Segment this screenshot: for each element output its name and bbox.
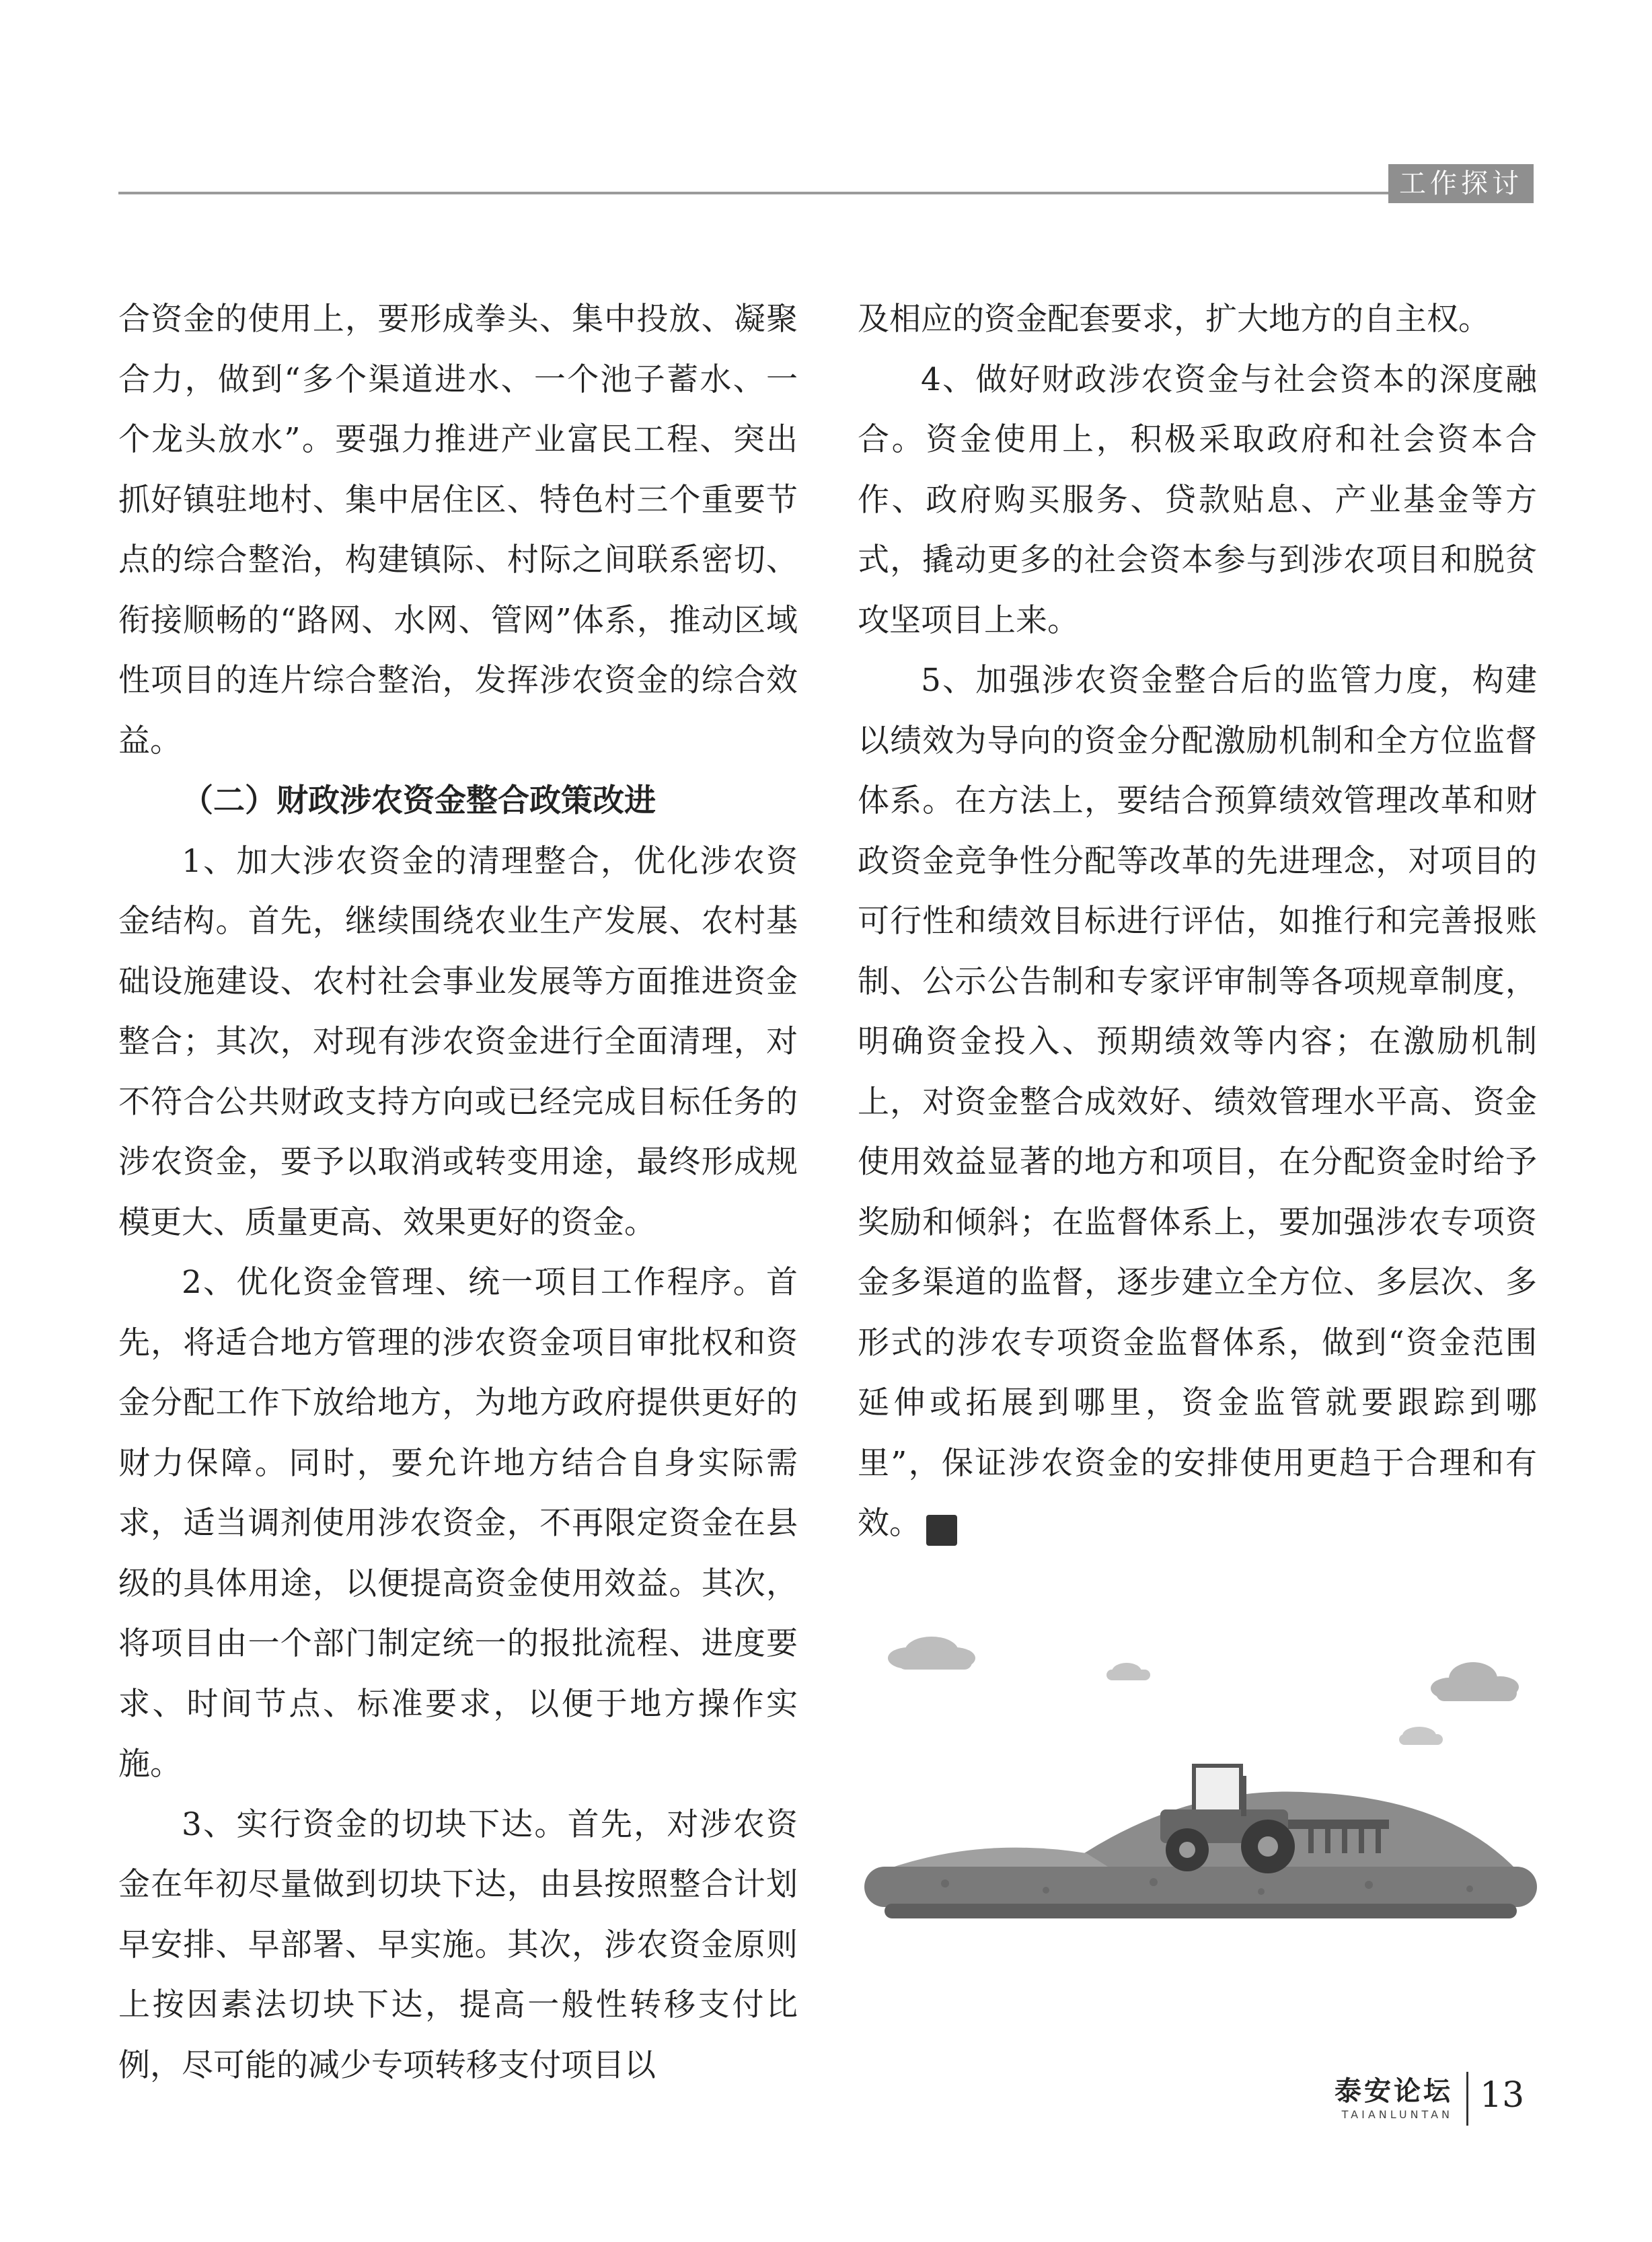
soil-base bbox=[885, 1904, 1517, 1918]
end-mark-icon: 泰 bbox=[926, 1515, 957, 1546]
brand-name: 泰安论坛 bbox=[1335, 2076, 1453, 2107]
right-column bbox=[858, 289, 1537, 1554]
paragraph: 2、优化资金管理、统一项目工作程序。首先，将适合地方管理的涉农资金项目审批权和资金分配工作下放给地方，为地方政府提供更好的财力保障。同时，要允许地方结合自身实际需求，适当调剂使用涉农资金，不再限定资金在县级的具体用途，以便提高资金使用效益。其次，将项目由一个部门制定统一的报批流程、进度要求、时间节点、标准要求，以便于地方操作实施。 bbox=[118, 1264, 798, 1783]
cloud-icon bbox=[888, 1637, 975, 1670]
cloud-icon bbox=[1399, 1727, 1443, 1745]
footer-brand bbox=[1305, 2075, 1453, 2122]
left-column bbox=[118, 289, 798, 2095]
tractor-field-illustration bbox=[844, 1614, 1544, 1931]
paragraph: 及相应的资金配套要求，扩大地方的自主权。 bbox=[858, 301, 1490, 338]
brand-name-latin: TAIANLUNTAN bbox=[1341, 2108, 1453, 2121]
paragraph-text: 5、加强涉农资金整合后的监管力度，构建以绩效为导向的资金分配激励机制和全方位监督体系。在方法上，要结合预算绩效管理改革和财政资金竞争性分配等改革的先进理念，对项目的可行性和绩效目标进行评估，如推行和完善报账制、公示公告制和专家评审制等各项规章制度，明确资金投入、预期绩效等内容；在激励机制上，对资金整合成效好、绩效管理水平高、资金使用效益显著的地方和项目，在分配资金时给予奖励和倾斜；在监督体系上，要加强涉农专项资金多渠道的监督，逐步建立全方位、多层次、多形式的涉农专项资金监督体系，做到“资金范围延伸或拓展到哪里，资金监管就要跟踪到哪里”，保证涉农资金的安排使用更趋于合理和有效。 bbox=[858, 662, 1537, 1542]
paragraph: 1、加大涉农资金的清理整合，优化涉农资金结构。首先，继续围绕农业生产发展、农村基础设施建设、农村社会事业发展等方面推进资金整合；其次，对现有涉农资金进行全面清理，对不符合公共财政支持方向或已经完成目标任务的涉农资金，要予以取消或转变用途，最终形成规模更大、质量更高、效果更好的资金。 bbox=[118, 842, 798, 1241]
cloud-icon bbox=[1431, 1662, 1519, 1701]
paragraph: 3、实行资金的切块下达。首先，对涉农资金在年初尽量做到切块下达，由县按照整合计划早安排、早部署、早实施。其次，涉农资金原则上按因素法切块下达，提高一般性转移支付比例，尽可能的减少专项转移支付项目以 bbox=[118, 1805, 798, 2084]
paragraph: 合资金的使用上，要形成拳头、集中投放、凝聚合力，做到“多个渠道进水、一个池子蓄水、一个龙头放水”。要强力推进产业富民工程、突出抓好镇驻地村、集中居住区、特色村三个重要节点的综合整治，构建镇际、村际之间联系密切、衔接顺畅的“路网、水网、管网”体系，推动区域性项目的连片综合整治，发挥涉农资金的综合效益。 bbox=[118, 301, 798, 759]
section-tag: 工作探讨 bbox=[1388, 164, 1534, 203]
page-number: 13 bbox=[1480, 2075, 1525, 2116]
header-rule bbox=[118, 192, 1531, 194]
paragraph: 4、做好财政涉农资金与社会资本的深度融合。资金使用上，积极采取政府和社会资本合作、政府购买服务、贷款贴息、产业基金等方式，撬动更多的社会资本参与到涉农项目和脱贫攻坚项目上来。 bbox=[858, 361, 1537, 639]
paragraph-final bbox=[858, 650, 1537, 1554]
section-subheading: （二）财政涉农资金整合政策改进 bbox=[182, 782, 656, 819]
cloud-icon bbox=[1106, 1663, 1150, 1680]
footer-divider bbox=[1466, 2072, 1468, 2126]
soil-strip bbox=[864, 1867, 1537, 1907]
